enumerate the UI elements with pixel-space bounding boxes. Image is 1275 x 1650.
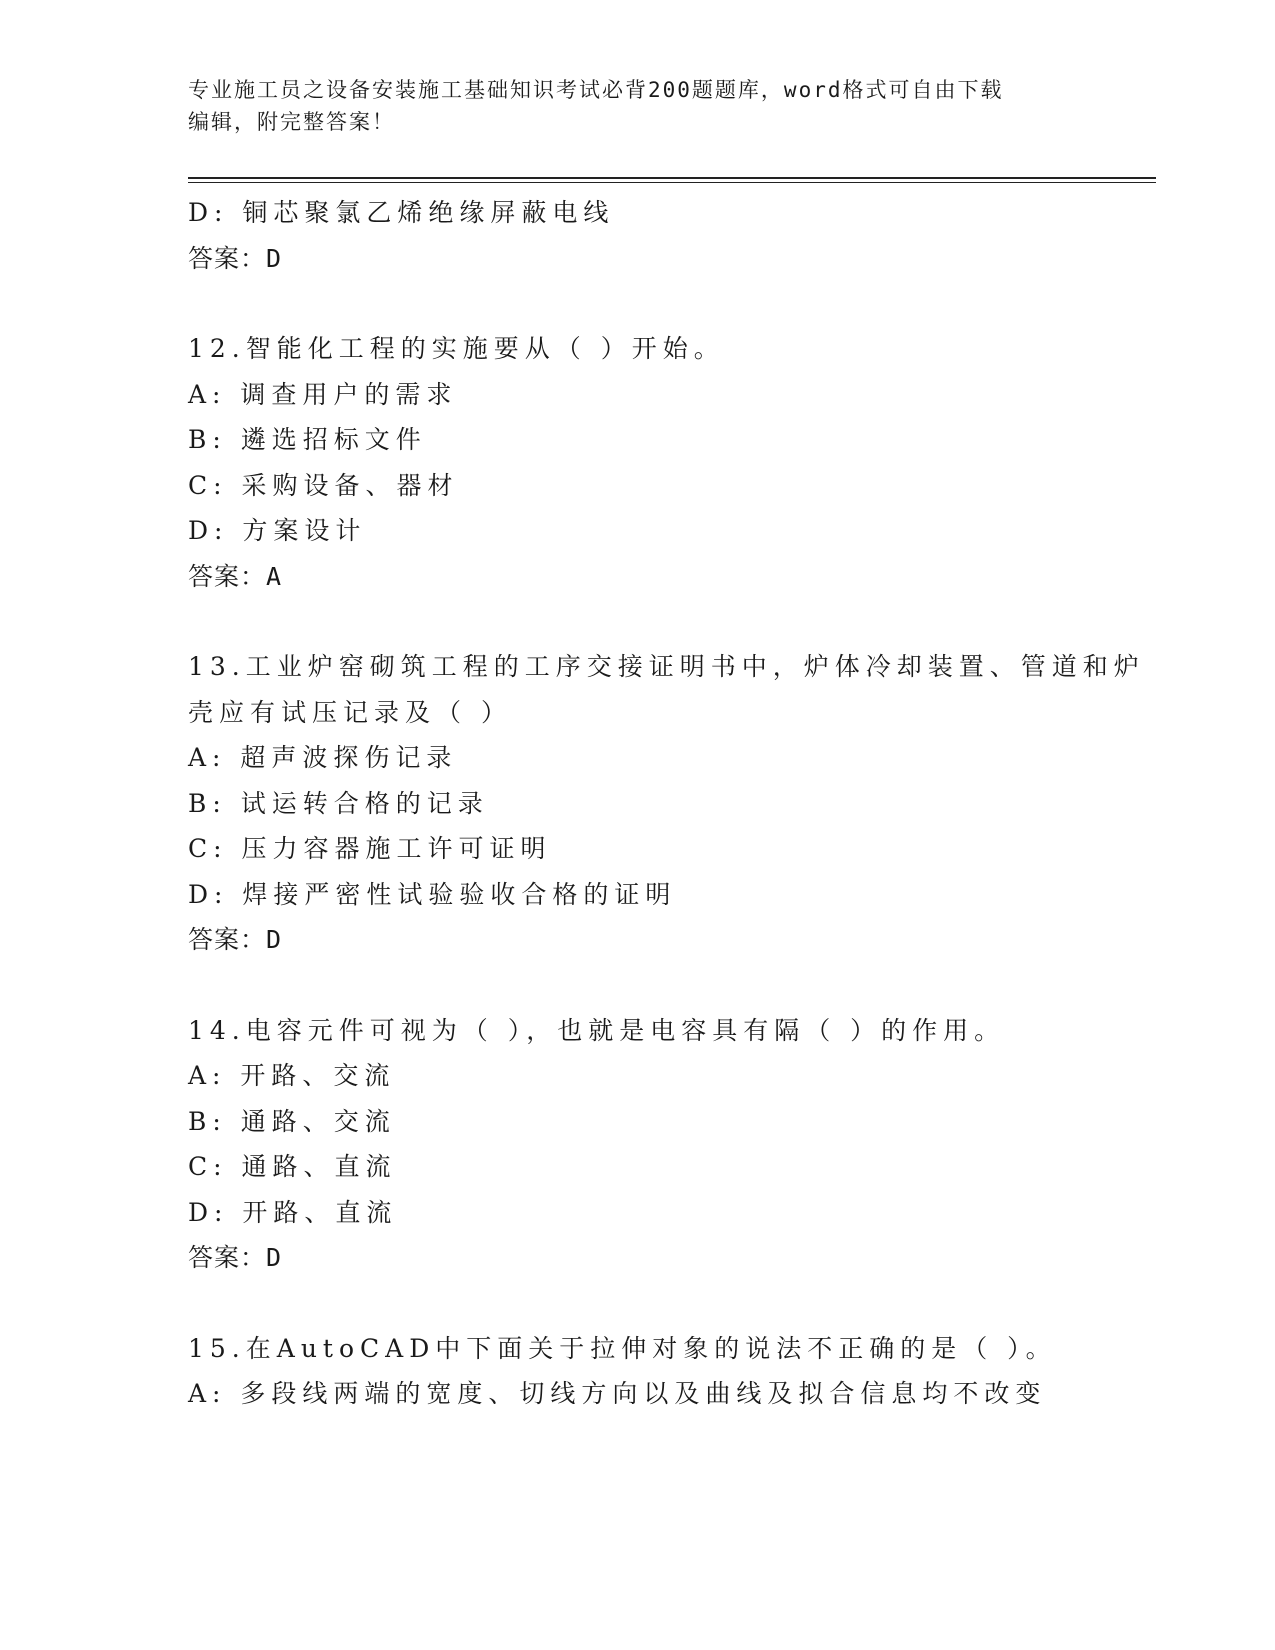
q14-option-b: B: 通路、交流: [188, 1106, 396, 1136]
q13-stem-line-1: 13.工业炉窑砌筑工程的工序交接证明书中，炉体冷却装置、管道和炉: [188, 652, 1145, 681]
q14-answer: [188, 1235, 1088, 1281]
q13-answer-value: D: [266, 925, 283, 954]
q12-answer-value: A: [266, 561, 283, 591]
q14-option-a: A: 开路、交流: [188, 1061, 396, 1090]
q12-option-c: C: 采购设备、器材: [188, 470, 459, 500]
question-12: [188, 326, 1088, 599]
document-body: [188, 190, 1145, 1462]
question-11: [188, 190, 1088, 281]
header-divider: [188, 177, 1156, 179]
q14-stem: 14.电容元件可视为（ ），也就是电容具有隔（ ）的作用。: [188, 1015, 1006, 1045]
q13-option-c: C: 压力容器施工许可证明: [188, 834, 552, 863]
q14-option-c: C: 通路、直流: [188, 1152, 397, 1181]
q14-answer-value: D: [266, 1243, 283, 1272]
q11-option-d: D: 铜芯聚氯乙烯绝缘屏蔽电线: [188, 198, 615, 227]
header-line-1: 专业施工员之设备安装施工基础知识考试必背200题题库，word格式可自由下载: [188, 78, 1004, 102]
q15-stem: 15.在AutoCAD中下面关于拉伸对象的说法不正确的是（ ）。: [188, 1333, 1057, 1363]
q13-option-b: B: 试运转合格的记录: [188, 788, 489, 818]
header-divider-thin: [188, 182, 1156, 183]
q12-answer: [188, 554, 1088, 600]
header-line-2: 编辑，附完整答案！: [188, 110, 395, 134]
q13-option-d: D: 焊接严密性试验验收合格的证明: [188, 879, 677, 909]
q12-option-a: A: 调查用户的需求: [188, 379, 458, 409]
q13-answer: [188, 917, 1088, 963]
q11-answer: [188, 236, 1088, 282]
q13-stem-line-2: 壳应有试压记录及（ ）: [188, 697, 512, 727]
q13-option-a: A: 超声波探伤记录: [188, 743, 458, 772]
q12-stem: 12.智能化工程的实施要从（ ）开始。: [188, 334, 725, 363]
q13-answer-label: 答案：: [188, 925, 267, 954]
q11-answer-value: D: [266, 243, 283, 273]
question-13: [188, 644, 1145, 963]
q14-answer-label: 答案：: [188, 1243, 267, 1272]
q11-answer-label: 答案：: [188, 243, 267, 273]
q12-answer-label: 答案：: [188, 561, 267, 591]
q15-option-a: A: 多段线两端的宽度、切线方向以及曲线及拟合信息均不改变: [188, 1379, 1047, 1408]
q12-option-b: B: 遴选招标文件: [188, 425, 427, 454]
question-15: [188, 1326, 1088, 1417]
q12-option-d: D: 方案设计: [188, 516, 367, 545]
q14-option-d: D: 开路、直流: [188, 1197, 398, 1227]
document-header: [188, 74, 1068, 138]
question-14: [188, 1008, 1088, 1281]
